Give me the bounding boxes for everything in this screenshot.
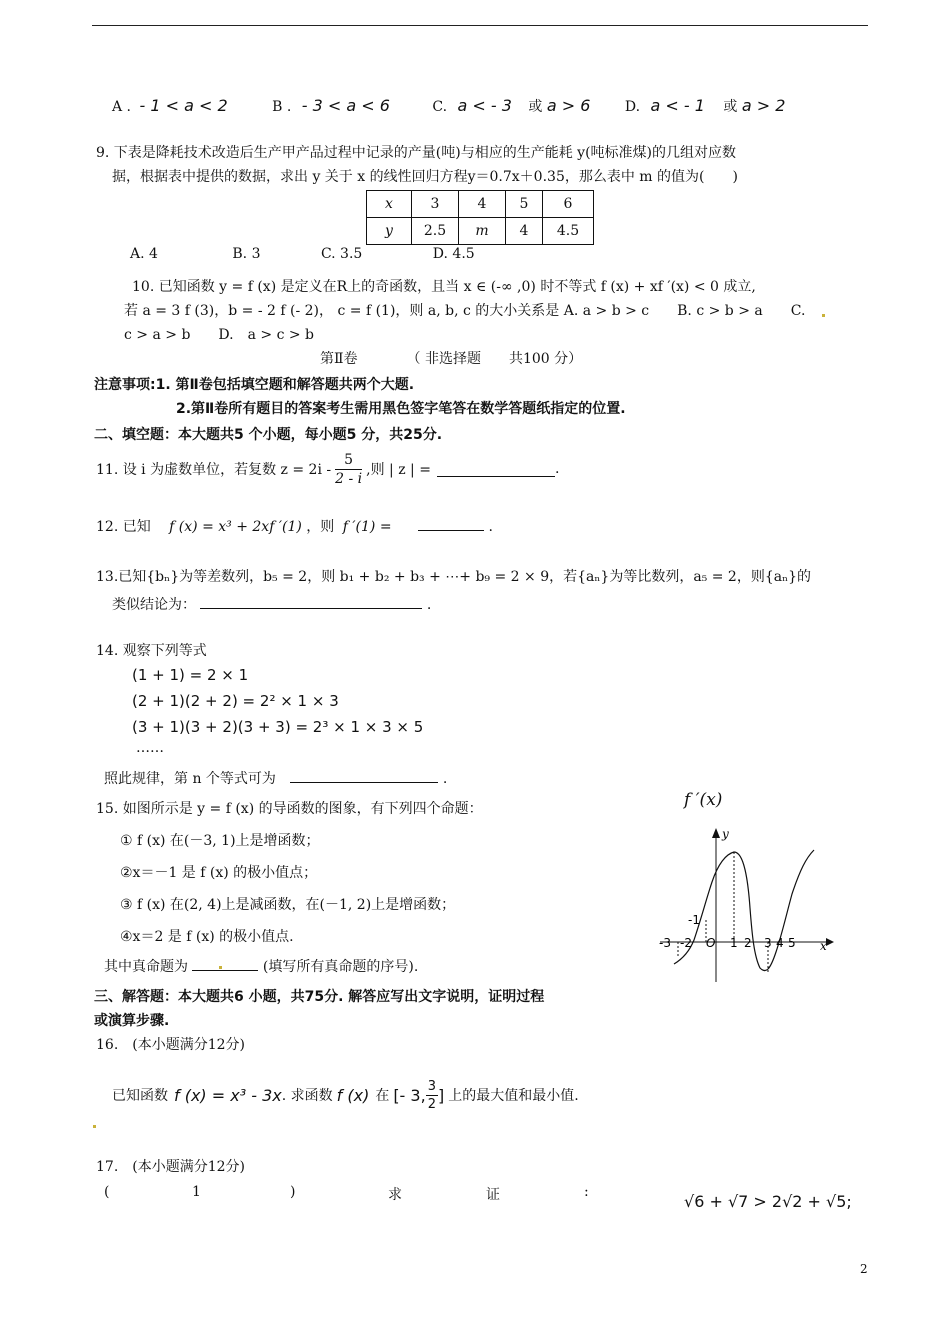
- graph-tick-label: -3: [659, 936, 671, 950]
- section2-title: 第Ⅱ卷 （ 非选择题 共100 分）: [320, 351, 583, 367]
- q16-body: [112, 1072, 579, 1118]
- q9-option-c: C. 3.5: [320, 246, 363, 262]
- q9-option-a: A. 4: [130, 246, 158, 262]
- q14-end: .: [442, 771, 448, 787]
- q16-interval-right: ]: [437, 1085, 445, 1105]
- q12-math2: f ′(1) =: [342, 519, 392, 535]
- q9-data-table: [366, 190, 594, 245]
- graph-tick-label: -2: [680, 936, 692, 950]
- graph-x-label: x: [820, 939, 827, 953]
- q8-option-a: - 1 < a < 2: [139, 96, 228, 115]
- fill-in-heading: 二、填空题：本大题共5 个小题，每小题5 分，共25分.: [94, 427, 443, 443]
- table-cell: 4.5: [543, 218, 594, 245]
- q15-answer-blank[interactable]: [192, 956, 258, 971]
- q17-part1-char: 证: [486, 1187, 500, 1203]
- q14-eq3: (3 + 1)(3 + 2)(3 + 3) = 2³ × 1 × 3 × 5: [132, 718, 424, 736]
- q15-answer-suffix: (填写所有真命题的序号).: [262, 959, 419, 975]
- q16-mid2: 在: [375, 1088, 390, 1104]
- q17-part1-char: :: [584, 1184, 589, 1200]
- table-cell: x: [367, 191, 412, 218]
- q17-part1-char: 1: [192, 1184, 201, 1200]
- decorative-dot: [93, 1125, 96, 1128]
- q15-answer: [104, 956, 418, 976]
- graph-y-tick-label: -1: [688, 913, 700, 927]
- q8-option-d-or: 或: [723, 99, 738, 115]
- q9-line1: 9. 下表是降耗技术改造后生产甲产品过程中记录的产量(吨)与相应的生产能耗 y(吨标准煤)的几组对应数: [96, 145, 737, 161]
- q10-line2: 若 a = 3 f (3)，b = - 2 f (- 2)， c = f (1)，则 a, b, c 的大小关系是 A. a > b > c B. c > b > a C.: [124, 303, 806, 319]
- q11-suffix: ,则 | z | =: [366, 462, 431, 478]
- q10-line3: c > a > b D. a > c > b: [124, 327, 314, 343]
- q15-item-4: ④x＝2 是 f (x) 的极小值点.: [120, 929, 294, 945]
- section2-notice1: 注意事项:1. 第Ⅱ卷包括填空题和解答题共两个大题.: [94, 377, 415, 393]
- q13-end: .: [426, 597, 432, 613]
- graph-tick-label: 5: [788, 936, 796, 950]
- q11-prefix: 11. 设 i 为虚数单位，若复数 z = 2i -: [96, 462, 332, 478]
- q12-prefix: 12. 已知: [96, 519, 151, 535]
- q8-option-d-label: D.: [624, 99, 641, 115]
- table-cell: 6: [543, 191, 594, 218]
- q15-answer-prefix: 其中真命题为: [104, 959, 188, 975]
- q8-option-c-label: C.: [432, 99, 448, 115]
- q12-answer-blank[interactable]: [418, 520, 484, 531]
- q17-part1-char: 求: [388, 1187, 402, 1203]
- q13-line2-prefix: 类似结论为：: [112, 597, 196, 613]
- q8-option-d: a < - 1: [650, 96, 705, 115]
- graph-tick-label: 3: [764, 936, 772, 950]
- q14-answer-blank[interactable]: [290, 768, 438, 783]
- q8-option-c2: a > 6: [546, 96, 591, 115]
- q16-math2: f (x): [336, 1085, 370, 1105]
- q9-options: [130, 246, 475, 262]
- q15-item-2: ②x＝－1 是 f (x) 的极小值点；: [120, 865, 318, 881]
- q17-part1-char: (: [104, 1184, 110, 1200]
- table-cell: 2.5: [412, 218, 459, 245]
- q12-math: f (x) = x³ + 2xf ′(1): [169, 519, 302, 535]
- q14-dots: ……: [136, 740, 164, 756]
- q16-interval-left: [- 3,: [393, 1085, 426, 1105]
- q13-line1: 13.已知{bₙ}为等差数列，b₅ = 2，则 b₁ + b₂ + b₃ + ⋯+ b₉ = 2 × 9，若{aₙ}为等比数列，a₅ = 2，则{aₙ}的: [96, 569, 812, 585]
- graph-origin-label: O: [706, 936, 716, 950]
- q11-fraction: [335, 453, 362, 486]
- q17-title: 17. (本小题满分12分): [96, 1159, 246, 1175]
- q8-option-c-or: 或: [528, 99, 543, 115]
- graph-tick-label: 1: [730, 936, 738, 950]
- q14-title: 14. 观察下列等式: [96, 643, 207, 659]
- q8-option-b: - 3 < a < 6: [301, 96, 390, 115]
- table-cell: 4: [506, 218, 543, 245]
- section2-notice2: 2.第Ⅱ卷所有题目的答案考生需用黑色签字笔答在数学答题纸指定的位置.: [176, 401, 626, 417]
- q15-title: 15. 如图所示是 y = f (x) 的导函数的图象，有下列四个命题：: [96, 801, 483, 817]
- q8-option-c: a < - 3: [457, 96, 512, 115]
- graph-x-arrow-icon: [826, 938, 834, 946]
- q12-end: .: [488, 519, 493, 535]
- q9-option-b: B. 3: [232, 246, 261, 262]
- graph-y-label: y: [722, 827, 729, 841]
- q14-eq2: (2 + 1)(2 + 2) = 2² × 1 × 3: [132, 692, 339, 710]
- q8-option-a-label: A .: [112, 99, 132, 115]
- derivative-curve: [674, 850, 814, 971]
- graph-y-arrow-icon: [712, 828, 720, 838]
- q14-rule: [104, 768, 447, 788]
- section3-line2: 或演算步骤.: [94, 1013, 170, 1029]
- q11-answer-blank[interactable]: [437, 462, 555, 477]
- graph-title: [684, 790, 722, 810]
- q9-option-d: D. 4.5: [432, 246, 475, 262]
- q16-prefix: 已知函数: [112, 1088, 168, 1104]
- graph-tick-label: 4: [776, 936, 784, 950]
- derivative-graph: [650, 824, 840, 990]
- q14-rule-prefix: 照此规律，第 n 个等式可为: [104, 771, 276, 787]
- q12: [96, 516, 493, 536]
- q11-fraction-num: 5: [335, 453, 362, 470]
- graph-tick-label: 2: [744, 936, 752, 950]
- q13-line2: [112, 594, 431, 614]
- table-row: [367, 218, 594, 245]
- q10-line1: 10. 已知函数 y = f (x) 是定义在R上的奇函数，且当 x ∈ (-∞ ,0) 时不等式 f (x) + xf ′(x) < 0 成立,: [132, 279, 756, 295]
- q16-fraction-num: 3: [427, 1078, 436, 1094]
- q16-title: 16. (本小题满分12分): [96, 1037, 246, 1053]
- graph-title-label: f ′(x): [684, 790, 723, 810]
- q15-item-1: ① f (x) 在(－3, 1)上是增函数；: [120, 833, 320, 849]
- page-number: 2: [860, 1262, 868, 1276]
- q11-fraction-den: 2 - i: [335, 470, 363, 487]
- q14-eq1: (1 + 1) = 2 × 1: [132, 666, 249, 684]
- decorative-dot: [822, 314, 825, 317]
- table-cell: m: [459, 218, 506, 245]
- q15-item-3: ③ f (x) 在(2, 4)上是减函数，在(－1, 2)上是增函数；: [120, 897, 456, 913]
- q16-mid: . 求函数: [281, 1088, 333, 1104]
- q16-suffix: 上的最大值和最小值.: [448, 1088, 579, 1104]
- q8-option-b-label: B .: [272, 99, 292, 115]
- q9-line2: 据，根据表中提供的数据，求出 y 关于 x 的线性回归方程y＝0.7x＋0.35，那么表中 m 的值为( ): [112, 169, 738, 185]
- q8-option-d2: a > 2: [741, 96, 786, 115]
- table-cell: 3: [412, 191, 459, 218]
- header-rule: [92, 25, 868, 26]
- q11: [96, 446, 559, 492]
- decorative-dot: [219, 966, 222, 969]
- q16-interval-fraction: [426, 1080, 438, 1111]
- q13-answer-blank[interactable]: [200, 594, 422, 609]
- q16-fraction-den: 2: [427, 1096, 436, 1112]
- q16-math: f (x) = x³ - 3x: [174, 1085, 282, 1105]
- q17-part1-math: √6 + √7 > 2√2 + √5;: [684, 1192, 852, 1211]
- table-row: [367, 191, 594, 218]
- q12-mid: ，则: [306, 519, 335, 535]
- q17-part1-char: ): [290, 1184, 296, 1200]
- q8-options: [112, 96, 785, 116]
- table-cell: y: [367, 218, 412, 245]
- table-cell: 5: [506, 191, 543, 218]
- table-cell: 4: [459, 191, 506, 218]
- section3-line1: 三、解答题：本大题共6 小题，共75分. 解答应写出文字说明，证明过程: [94, 989, 545, 1005]
- q11-end: .: [554, 461, 560, 477]
